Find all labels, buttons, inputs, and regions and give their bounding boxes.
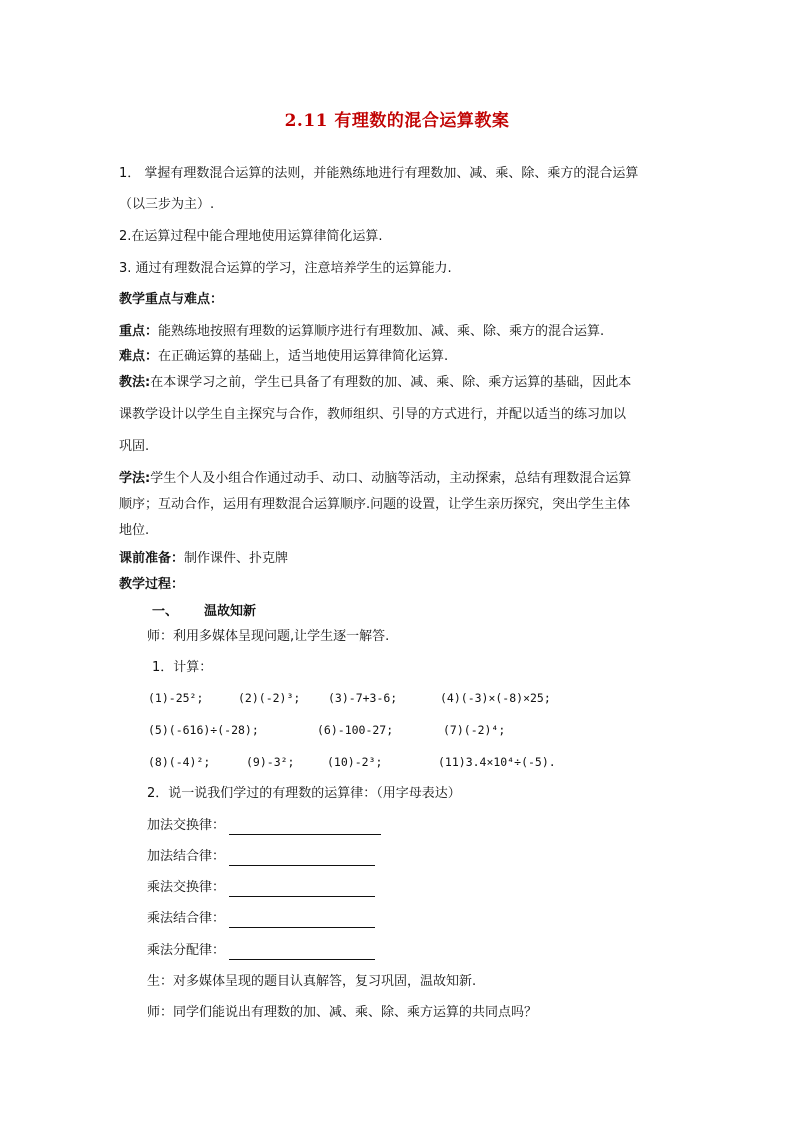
exercise-2: (2)(-2)³; <box>238 691 301 705</box>
exercise-1: (1)-25²; <box>148 691 204 705</box>
exercise-11: (11)3.4×10⁴÷(-5). <box>438 755 556 769</box>
preparation-label: 课前准备： <box>119 551 185 566</box>
learning-method-label: 学法: <box>119 471 151 486</box>
difficulty-text: 在正确运算的基础上，适当地使用运算律简化运算. <box>158 349 449 364</box>
answer-blank[interactable] <box>229 882 375 897</box>
question-2-heading: 2．说一说我们学过的有理数的运算律：（用字母表达） <box>147 786 461 801</box>
law-row-mul-associative <box>147 910 375 928</box>
learning-method-text-1: 学生个人及小组合作通过动手、动口、动脑等活动，主动探索，总结有理数混合运算 <box>150 471 632 486</box>
answer-blank[interactable] <box>229 913 375 928</box>
objective-3: 3. 通过有理数混合运算的学习，注意培养学生的运算能力. <box>119 261 452 276</box>
section-1-title: 温故知新 <box>204 604 257 619</box>
exercise-5: (5)(-616)÷(-28); <box>148 723 259 737</box>
difficulty-line <box>119 348 448 366</box>
teaching-method-line-1 <box>119 374 631 392</box>
section-1-heading <box>152 603 256 621</box>
section-1-number: 一、 <box>152 604 179 619</box>
objective-2: 2.在运算过程中能合理地使用运算律简化运算. <box>119 229 383 244</box>
teaching-method-text-1: 在本课学习之前，学生已具备了有理数的加、减、乘、除、乘方运算的基础，因此本 <box>150 375 632 390</box>
objective-1-line-1: 1． 掌握有理数混合运算的法则，并能熟练地进行有理数加、减、乘、除、乘方的混合运算 <box>119 166 639 181</box>
law-row-add-commutative <box>147 817 381 835</box>
exercise-9: (9)-3²; <box>246 755 295 769</box>
process-heading: 教学过程： <box>119 577 185 592</box>
teaching-method-label: 教法: <box>119 375 151 390</box>
law-row-mul-distributive <box>147 942 375 960</box>
law-row-mul-commutative <box>147 879 375 897</box>
focus-line <box>119 323 604 341</box>
exercise-7: (7)(-2)⁴; <box>443 723 506 737</box>
focus-label: 重点： <box>119 324 159 339</box>
learning-method-line-2: 顺序；互动合作，运用有理数混合运算顺序.问题的设置，让学生亲历探究，突出学生主体 <box>119 497 631 512</box>
law-label: 乘法结合律： <box>147 911 226 926</box>
preparation-text: 制作课件、扑克牌 <box>184 551 289 566</box>
learning-method-line-1 <box>119 470 631 488</box>
exercise-10: (10)-2³; <box>327 755 383 769</box>
law-label: 加法结合律： <box>147 849 226 864</box>
focus-text: 能熟练地按照有理数的运算顺序进行有理数加、减、乘、除、乘方的混合运算. <box>158 324 605 339</box>
objective-1-line-2: （以三步为主）. <box>119 197 215 212</box>
difficulty-label: 难点： <box>119 349 159 364</box>
question-1-heading: 1．计算： <box>152 660 213 675</box>
law-label: 乘法分配律： <box>147 943 226 958</box>
teaching-method-line-3: 巩固. <box>119 439 150 454</box>
learning-method-line-3: 地位. <box>119 523 150 538</box>
answer-blank[interactable] <box>229 820 381 835</box>
law-label: 加法交换律： <box>147 818 226 833</box>
student-line: 生：对多媒体呈现的题目认真解答，复习巩固，温故知新. <box>147 974 477 989</box>
document-title: 2.11 有理数的混合运算教案 <box>284 111 510 131</box>
teacher-line-1: 师：利用多媒体呈现问题,让学生逐一解答. <box>147 629 390 644</box>
answer-blank[interactable] <box>229 945 375 960</box>
exercise-8: (8)(-4)²; <box>148 755 211 769</box>
law-row-add-associative <box>147 848 375 866</box>
teaching-method-line-2: 课教学设计以学生自主探究与合作，教师组织、引导的方式进行，并配以适当的练习加以 <box>119 407 627 422</box>
exercise-3: (3)-7+3-6; <box>328 691 398 705</box>
exercise-6: (6)-100-27; <box>317 723 394 737</box>
preparation-line <box>119 550 288 568</box>
answer-blank[interactable] <box>229 851 375 866</box>
teacher-line-2: 师：同学们能说出有理数的加、减、乘、除、乘方运算的共同点吗？ <box>147 1005 538 1020</box>
law-label: 乘法交换律： <box>147 880 226 895</box>
exercise-4: (4)(-3)×(-8)×25; <box>440 691 551 705</box>
key-difficult-heading: 教学重点与难点： <box>119 292 224 307</box>
